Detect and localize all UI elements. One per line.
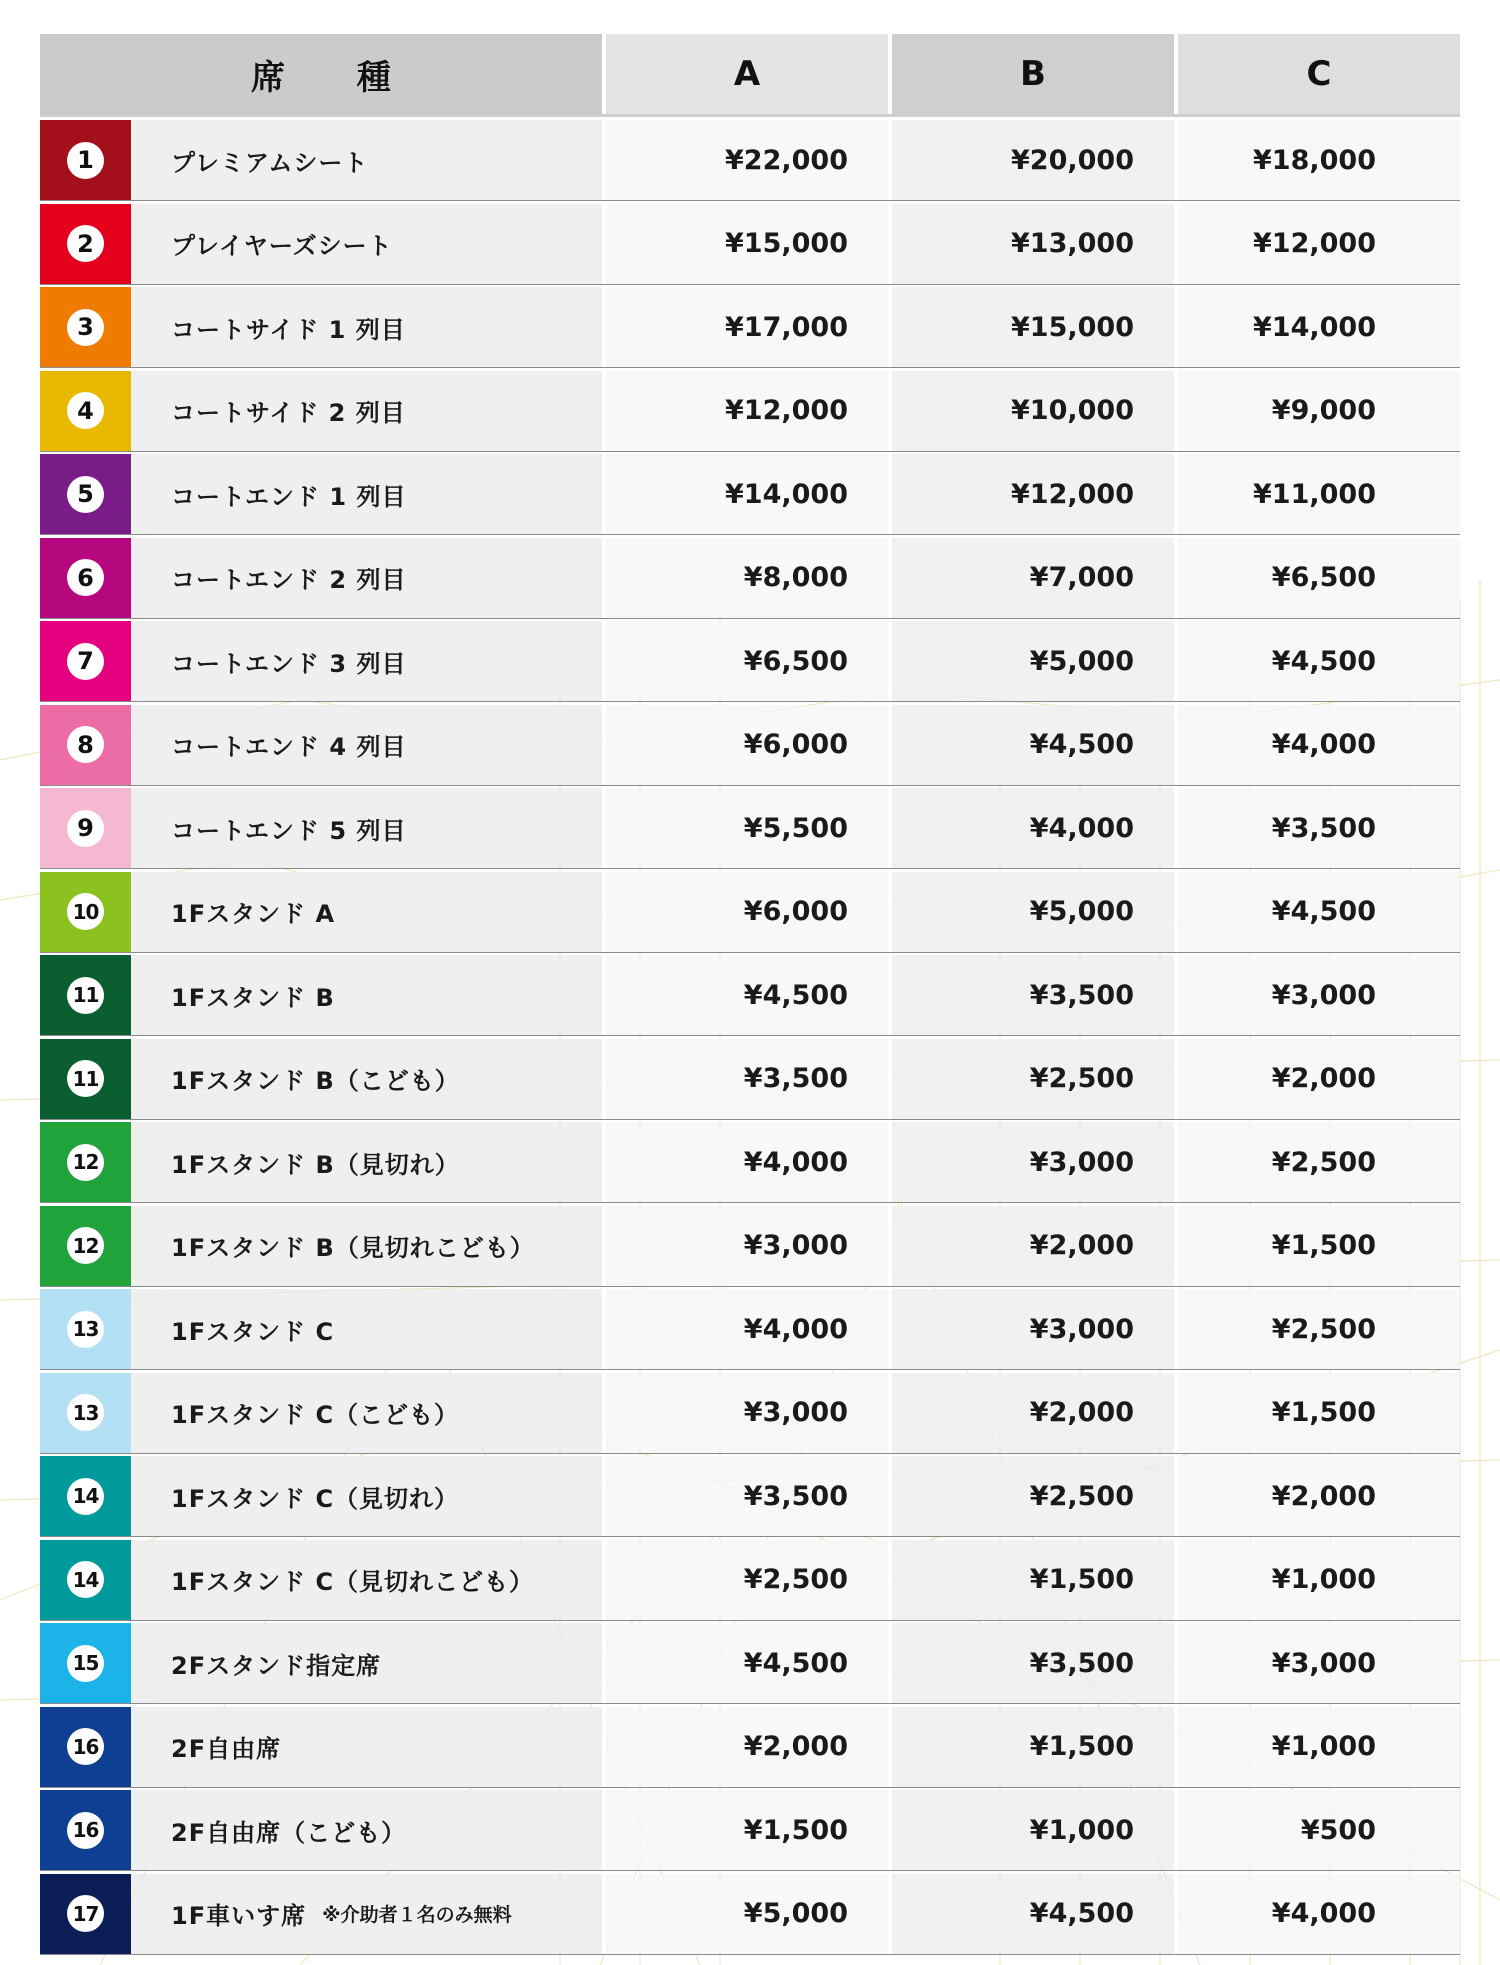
price-b: ¥2,000 <box>888 1373 1174 1453</box>
seat-color-swatch <box>40 1623 131 1703</box>
seat-number-badge: 14 <box>67 1561 104 1598</box>
seat-name <box>131 287 602 367</box>
table-row <box>40 287 1460 368</box>
seat-number-badge: 2 <box>67 225 104 262</box>
table-row <box>40 1373 1460 1454</box>
seat-color-swatch <box>40 1456 131 1536</box>
seat-color-swatch <box>40 1122 131 1202</box>
seat-color-swatch <box>40 1039 131 1119</box>
seat-name-label: 1Fスタンド B（見切れ） <box>171 1150 460 1179</box>
seat-number-badge: 16 <box>67 1728 104 1765</box>
seat-color-swatch <box>40 538 131 618</box>
price-b: ¥7,000 <box>888 538 1174 618</box>
seat-name-label: コートエンド 2 列目 <box>171 566 407 594</box>
seat-number-badge: 17 <box>67 1895 104 1932</box>
seat-name-label: プレイヤーズシート <box>171 232 393 260</box>
table-row <box>40 204 1460 285</box>
seat-number-badge: 3 <box>67 309 104 346</box>
price-a: ¥1,500 <box>602 1790 888 1870</box>
price-c: ¥1,500 <box>1174 1206 1460 1286</box>
table-header <box>40 34 1460 117</box>
seat-name-label: 1F車いす席 <box>171 1902 307 1930</box>
price-a: ¥6,500 <box>602 621 888 701</box>
price-c: ¥500 <box>1174 1790 1460 1870</box>
price-b: ¥3,500 <box>888 1623 1174 1703</box>
seat-number-badge: 11 <box>67 977 104 1014</box>
price-c: ¥3,000 <box>1174 955 1460 1035</box>
price-b: ¥15,000 <box>888 287 1174 367</box>
seat-name-label: 1Fスタンド C <box>171 1317 335 1346</box>
price-b: ¥1,500 <box>888 1707 1174 1787</box>
seat-color-swatch <box>40 872 131 952</box>
price-b: ¥3,500 <box>888 955 1174 1035</box>
price-c: ¥2,000 <box>1174 1039 1460 1119</box>
seat-name <box>131 1707 602 1787</box>
price-b: ¥2,000 <box>888 1206 1174 1286</box>
price-b: ¥3,000 <box>888 1122 1174 1202</box>
seat-name <box>131 454 602 534</box>
price-b: ¥4,500 <box>888 705 1174 785</box>
seat-color-swatch <box>40 287 131 367</box>
seat-color-swatch <box>40 1206 131 1286</box>
seat-name <box>131 788 602 868</box>
seat-name-label: 2F自由席（こども） <box>171 1818 407 1847</box>
table-row <box>40 1289 1460 1370</box>
price-b: ¥10,000 <box>888 371 1174 451</box>
price-b: ¥12,000 <box>888 454 1174 534</box>
seat-number-badge: 8 <box>67 726 104 763</box>
seat-name <box>131 955 602 1035</box>
seat-name-label: 1Fスタンド C（見切れこども） <box>171 1568 535 1596</box>
header-seat-type: 席 種 <box>40 34 602 114</box>
seat-name <box>131 1373 602 1453</box>
table-row <box>40 1874 1460 1955</box>
seat-color-swatch <box>40 955 131 1035</box>
price-b: ¥2,500 <box>888 1039 1174 1119</box>
seat-color-swatch <box>40 1707 131 1787</box>
header-price-a: A <box>602 34 888 114</box>
seat-color-swatch <box>40 788 131 868</box>
seat-name <box>131 1456 602 1536</box>
seat-number-badge: 12 <box>67 1144 104 1181</box>
seat-name-label: 2Fスタンド指定席 <box>171 1651 382 1680</box>
price-c: ¥14,000 <box>1174 287 1460 367</box>
table-row <box>40 1790 1460 1871</box>
price-a: ¥3,500 <box>602 1456 888 1536</box>
seat-name <box>131 1623 602 1703</box>
table-row <box>40 1206 1460 1287</box>
price-c: ¥4,500 <box>1174 872 1460 952</box>
price-a: ¥6,000 <box>602 872 888 952</box>
price-a: ¥4,500 <box>602 955 888 1035</box>
price-a: ¥12,000 <box>602 371 888 451</box>
seat-color-swatch <box>40 621 131 701</box>
seat-name-label: コートエンド 5 列目 <box>171 816 407 845</box>
header-price-b: B <box>888 34 1174 114</box>
seat-number-badge: 5 <box>67 476 104 513</box>
price-b: ¥1,500 <box>888 1540 1174 1620</box>
table-body <box>40 120 1460 1955</box>
table-row <box>40 538 1460 619</box>
seat-number-badge: 13 <box>67 1311 104 1348</box>
seat-number-badge: 11 <box>67 1060 104 1097</box>
price-b: ¥4,000 <box>888 788 1174 868</box>
seat-name <box>131 705 602 785</box>
seat-name <box>131 120 602 200</box>
seat-color-swatch <box>40 1874 131 1954</box>
table-row <box>40 1707 1460 1788</box>
seat-name-label: 2F自由席 <box>171 1735 282 1763</box>
seat-name-label: 1Fスタンド B（こども） <box>171 1067 460 1095</box>
price-a: ¥3,500 <box>602 1039 888 1119</box>
price-c: ¥18,000 <box>1174 120 1460 200</box>
table-row <box>40 1039 1460 1120</box>
price-a: ¥5,000 <box>602 1874 888 1954</box>
seat-name <box>131 1039 602 1119</box>
seat-number-badge: 12 <box>67 1227 104 1264</box>
seat-name-label: 1Fスタンド B <box>171 983 335 1012</box>
seat-color-swatch <box>40 371 131 451</box>
seat-note: ※介助者１名のみ無料 <box>322 1904 512 1926</box>
seat-number-badge: 10 <box>67 893 104 930</box>
seat-name-label: コートエンド 4 列目 <box>171 733 407 761</box>
seat-name <box>131 1540 602 1620</box>
seat-number-badge: 13 <box>67 1394 104 1431</box>
seat-number-badge: 16 <box>67 1812 104 1849</box>
price-c: ¥12,000 <box>1174 204 1460 284</box>
price-c: ¥2,500 <box>1174 1289 1460 1369</box>
seat-name-label: コートサイド 2 列目 <box>171 399 406 427</box>
price-b: ¥13,000 <box>888 204 1174 284</box>
price-c: ¥1,500 <box>1174 1373 1460 1453</box>
seat-name <box>131 1122 602 1202</box>
seat-number-badge: 15 <box>67 1645 104 1682</box>
seat-name <box>131 538 602 618</box>
price-c: ¥1,000 <box>1174 1540 1460 1620</box>
seat-color-swatch <box>40 705 131 785</box>
table-row <box>40 955 1460 1036</box>
seat-color-swatch <box>40 204 131 284</box>
seat-number-badge: 14 <box>67 1478 104 1515</box>
price-b: ¥5,000 <box>888 872 1174 952</box>
seat-name <box>131 204 602 284</box>
seat-name-label: 1Fスタンド C（見切れ） <box>171 1484 460 1513</box>
price-a: ¥22,000 <box>602 120 888 200</box>
price-a: ¥5,500 <box>602 788 888 868</box>
seat-name-label: コートエンド 1 列目 <box>171 482 407 511</box>
seat-number-badge: 1 <box>67 142 104 179</box>
seat-color-swatch <box>40 120 131 200</box>
table-row <box>40 1456 1460 1537</box>
seat-name <box>131 1289 602 1369</box>
price-a: ¥4,500 <box>602 1623 888 1703</box>
seat-name-label: コートサイド 1 列目 <box>171 315 406 344</box>
price-b: ¥3,000 <box>888 1289 1174 1369</box>
price-a: ¥2,500 <box>602 1540 888 1620</box>
price-a: ¥2,000 <box>602 1707 888 1787</box>
seat-color-swatch <box>40 1790 131 1870</box>
seat-name-label: コートエンド 3 列目 <box>171 649 407 678</box>
seat-name <box>131 1206 602 1286</box>
price-c: ¥4,000 <box>1174 705 1460 785</box>
seat-name <box>131 371 602 451</box>
price-c: ¥11,000 <box>1174 454 1460 534</box>
table-row <box>40 621 1460 702</box>
table-row <box>40 1540 1460 1621</box>
ticket-price-table <box>40 34 1460 1955</box>
price-a: ¥14,000 <box>602 454 888 534</box>
seat-name-label: プレミアムシート <box>171 148 369 177</box>
price-a: ¥3,000 <box>602 1373 888 1453</box>
seat-number-badge: 4 <box>67 392 104 429</box>
seat-color-swatch <box>40 1289 131 1369</box>
seat-number-badge: 9 <box>67 810 104 847</box>
price-c: ¥4,000 <box>1174 1874 1460 1954</box>
price-a: ¥15,000 <box>602 204 888 284</box>
price-b: ¥4,500 <box>888 1874 1174 1954</box>
price-a: ¥8,000 <box>602 538 888 618</box>
price-a: ¥3,000 <box>602 1206 888 1286</box>
table-row <box>40 1623 1460 1704</box>
table-row <box>40 788 1460 869</box>
seat-color-swatch <box>40 1373 131 1453</box>
seat-color-swatch <box>40 454 131 534</box>
price-c: ¥2,000 <box>1174 1456 1460 1536</box>
price-b: ¥20,000 <box>888 120 1174 200</box>
seat-name-label: 1Fスタンド C（こども） <box>171 1401 460 1429</box>
seat-number-badge: 6 <box>67 559 104 596</box>
price-a: ¥17,000 <box>602 287 888 367</box>
seat-name <box>131 621 602 701</box>
price-b: ¥5,000 <box>888 621 1174 701</box>
seat-name <box>131 1874 602 1954</box>
table-row <box>40 705 1460 786</box>
price-c: ¥3,000 <box>1174 1623 1460 1703</box>
seat-name-label: 1Fスタンド B（見切れこども） <box>171 1234 535 1262</box>
header-price-c: C <box>1174 34 1460 114</box>
price-b: ¥1,000 <box>888 1790 1174 1870</box>
table-row <box>40 371 1460 452</box>
seat-number-badge: 7 <box>67 643 104 680</box>
seat-name <box>131 1790 602 1870</box>
price-c: ¥3,500 <box>1174 788 1460 868</box>
seat-name <box>131 872 602 952</box>
price-a: ¥4,000 <box>602 1289 888 1369</box>
price-c: ¥6,500 <box>1174 538 1460 618</box>
price-c: ¥1,000 <box>1174 1707 1460 1787</box>
seat-color-swatch <box>40 1540 131 1620</box>
price-c: ¥2,500 <box>1174 1122 1460 1202</box>
seat-name-label: 1Fスタンド A <box>171 900 336 928</box>
price-a: ¥6,000 <box>602 705 888 785</box>
price-a: ¥4,000 <box>602 1122 888 1202</box>
table-row <box>40 454 1460 535</box>
price-b: ¥2,500 <box>888 1456 1174 1536</box>
table-row <box>40 1122 1460 1203</box>
table-row <box>40 872 1460 953</box>
price-c: ¥4,500 <box>1174 621 1460 701</box>
price-c: ¥9,000 <box>1174 371 1460 451</box>
table-row <box>40 120 1460 201</box>
